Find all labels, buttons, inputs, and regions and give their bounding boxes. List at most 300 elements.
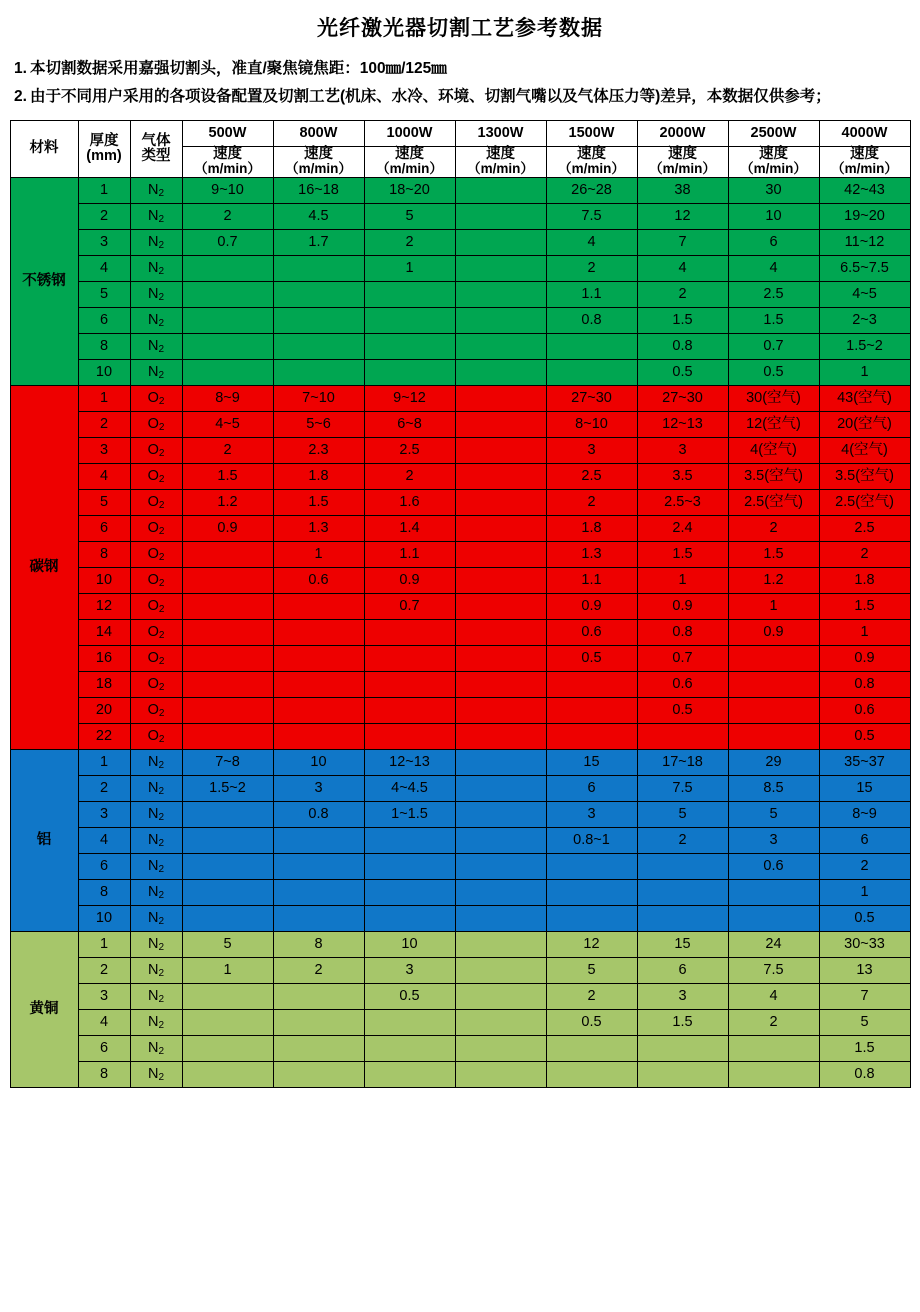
speed-cell: 42~43 <box>819 177 910 203</box>
speed-cell <box>364 671 455 697</box>
speed-cell: 5~6 <box>273 411 364 437</box>
table-row <box>10 333 910 359</box>
header-thickness <box>78 121 130 177</box>
gas-cell: $N_2$ <box>130 983 182 1009</box>
speed-label: 速度 <box>759 146 788 163</box>
speed-unit: （m/min） <box>285 161 352 177</box>
speed-cell: 0.6 <box>273 567 364 593</box>
note-item <box>14 84 908 109</box>
speed-cell: 11~12 <box>819 229 910 255</box>
gas-cell: $N_2$ <box>130 1061 182 1087</box>
speed-cell: 1.8 <box>273 463 364 489</box>
speed-cell: 4 <box>546 229 637 255</box>
table-row <box>10 827 910 853</box>
speed-cell: 0.5 <box>728 359 819 385</box>
speed-cell: 2 <box>364 229 455 255</box>
speed-cell: 7 <box>819 983 910 1009</box>
speed-cell: 12~13 <box>637 411 728 437</box>
speed-cell: 1.3 <box>273 515 364 541</box>
gas-cell: $N_2$ <box>130 749 182 775</box>
speed-cell: 9~10 <box>182 177 273 203</box>
speed-cell <box>455 255 546 281</box>
gas-cell: $N_2$ <box>130 957 182 983</box>
thickness-cell: 1 <box>78 385 130 411</box>
gas-cell: $O_2$ <box>130 515 182 541</box>
gas-cell: $N_2$ <box>130 853 182 879</box>
speed-cell <box>273 1061 364 1087</box>
thickness-cell: 3 <box>78 229 130 255</box>
speed-cell: 1.8 <box>546 515 637 541</box>
speed-cell <box>455 879 546 905</box>
speed-cell: 0.5 <box>819 723 910 749</box>
table-row <box>10 957 910 983</box>
speed-cell: 2.4 <box>637 515 728 541</box>
thickness-cell: 4 <box>78 463 130 489</box>
speed-cell <box>182 359 273 385</box>
table-row <box>10 645 910 671</box>
speed-cell <box>182 905 273 931</box>
speed-cell: 1 <box>728 593 819 619</box>
speed-label: 速度 <box>850 146 879 163</box>
speed-cell: 2 <box>637 281 728 307</box>
speed-cell: 6 <box>637 957 728 983</box>
speed-cell: 0.9 <box>546 593 637 619</box>
header-power-4000w: 4000W <box>819 121 910 147</box>
speed-cell: 0.6 <box>637 671 728 697</box>
speed-cell: 0.5 <box>364 983 455 1009</box>
header-speed-4000w <box>819 147 910 177</box>
speed-cell <box>637 853 728 879</box>
speed-cell <box>364 827 455 853</box>
header-speed-500w <box>182 147 273 177</box>
speed-cell: 27~30 <box>546 385 637 411</box>
speed-cell: 35~37 <box>819 749 910 775</box>
gas-cell: $N_2$ <box>130 359 182 385</box>
table-row <box>10 931 910 957</box>
thickness-cell: 2 <box>78 411 130 437</box>
speed-cell: 1 <box>819 359 910 385</box>
speed-cell: 30~33 <box>819 931 910 957</box>
speed-cell: 0.8 <box>273 801 364 827</box>
speed-cell: 1.5 <box>728 307 819 333</box>
speed-cell <box>182 281 273 307</box>
speed-label: 速度 <box>486 146 515 163</box>
header-power-1300w: 1300W <box>455 121 546 147</box>
table-row <box>10 775 910 801</box>
speed-cell <box>273 1009 364 1035</box>
header-speed-2500w <box>728 147 819 177</box>
speed-cell: 1.1 <box>546 567 637 593</box>
speed-cell <box>455 619 546 645</box>
speed-cell: 8~9 <box>182 385 273 411</box>
thickness-cell: 6 <box>78 515 130 541</box>
speed-label: 速度 <box>577 146 606 163</box>
speed-cell: 0.5 <box>546 645 637 671</box>
speed-cell: 6 <box>546 775 637 801</box>
speed-label: 速度 <box>304 146 333 163</box>
speed-cell <box>182 801 273 827</box>
speed-cell: 3.5(空气) <box>819 463 910 489</box>
speed-cell: 18~20 <box>364 177 455 203</box>
speed-cell <box>273 645 364 671</box>
speed-cell: 0.5 <box>819 905 910 931</box>
material-cell: 黄铜 <box>10 931 78 1087</box>
speed-cell: 0.6 <box>728 853 819 879</box>
speed-cell: 2 <box>182 437 273 463</box>
speed-cell: 10 <box>364 931 455 957</box>
speed-cell <box>637 905 728 931</box>
speed-cell <box>546 333 637 359</box>
gas-cell: $N_2$ <box>130 827 182 853</box>
speed-cell <box>455 359 546 385</box>
speed-cell: 1~1.5 <box>364 801 455 827</box>
table-row <box>10 203 910 229</box>
gas-cell: $N_2$ <box>130 203 182 229</box>
speed-cell: 2 <box>546 255 637 281</box>
speed-cell <box>455 957 546 983</box>
thickness-cell: 1 <box>78 749 130 775</box>
header-speed-2000w <box>637 147 728 177</box>
speed-cell <box>182 541 273 567</box>
speed-cell <box>364 853 455 879</box>
notes-section <box>0 56 920 109</box>
gas-cell: $N_2$ <box>130 229 182 255</box>
thickness-cell: 4 <box>78 255 130 281</box>
thickness-cell: 8 <box>78 1061 130 1087</box>
speed-unit: （m/min） <box>740 161 807 177</box>
speed-cell <box>182 723 273 749</box>
speed-cell <box>182 333 273 359</box>
thickness-cell: 1 <box>78 177 130 203</box>
speed-cell: 1.4 <box>364 515 455 541</box>
header-row-power <box>10 121 910 147</box>
speed-cell <box>273 359 364 385</box>
speed-cell: 12 <box>637 203 728 229</box>
thickness-cell: 8 <box>78 333 130 359</box>
speed-cell: 19~20 <box>819 203 910 229</box>
speed-cell <box>546 671 637 697</box>
speed-cell: 1 <box>819 619 910 645</box>
thickness-cell: 5 <box>78 281 130 307</box>
document-page <box>0 12 920 1312</box>
gas-cell: $O_2$ <box>130 541 182 567</box>
thickness-cell: 20 <box>78 697 130 723</box>
speed-cell <box>182 827 273 853</box>
speed-cell: 0.9 <box>364 567 455 593</box>
speed-cell: 7~8 <box>182 749 273 775</box>
table-row <box>10 619 910 645</box>
table-row <box>10 697 910 723</box>
speed-cell: 3 <box>364 957 455 983</box>
speed-unit: （m/min） <box>649 161 716 177</box>
thickness-cell: 12 <box>78 593 130 619</box>
header-gas <box>130 121 182 177</box>
speed-cell: 5 <box>728 801 819 827</box>
gas-cell: $O_2$ <box>130 463 182 489</box>
speed-cell: 3 <box>637 437 728 463</box>
speed-cell: 2 <box>364 463 455 489</box>
speed-cell <box>455 905 546 931</box>
speed-cell <box>273 281 364 307</box>
speed-cell: 1.1 <box>364 541 455 567</box>
speed-cell: 7 <box>637 229 728 255</box>
table-row <box>10 437 910 463</box>
speed-cell <box>455 515 546 541</box>
speed-cell <box>728 671 819 697</box>
speed-cell <box>182 1061 273 1087</box>
gas-cell: $N_2$ <box>130 255 182 281</box>
gas-cell: $O_2$ <box>130 489 182 515</box>
speed-cell <box>182 567 273 593</box>
speed-cell <box>455 1009 546 1035</box>
speed-cell <box>455 411 546 437</box>
speed-cell: 2.5 <box>728 281 819 307</box>
speed-cell <box>182 853 273 879</box>
speed-cell <box>364 645 455 671</box>
material-cell: 铝 <box>10 749 78 931</box>
speed-cell: 2 <box>728 1009 819 1035</box>
speed-cell: 0.8 <box>819 1061 910 1087</box>
speed-label: 速度 <box>668 146 697 163</box>
speed-cell: 0.8 <box>637 333 728 359</box>
table-row <box>10 1035 910 1061</box>
speed-cell <box>546 359 637 385</box>
speed-unit: （m/min） <box>467 161 534 177</box>
speed-cell: 0.5 <box>546 1009 637 1035</box>
table-row <box>10 567 910 593</box>
note-number: 2. <box>14 88 27 106</box>
speed-cell: 1.5 <box>819 1035 910 1061</box>
speed-cell: 10 <box>273 749 364 775</box>
header-material: 材料 <box>10 121 78 177</box>
gas-cell: $O_2$ <box>130 567 182 593</box>
speed-cell: 1.5~2 <box>819 333 910 359</box>
thickness-cell: 2 <box>78 775 130 801</box>
gas-cell: $N_2$ <box>130 177 182 203</box>
speed-cell <box>546 853 637 879</box>
note-item <box>14 56 908 81</box>
speed-label: 速度 <box>395 146 424 163</box>
speed-cell: 8 <box>273 931 364 957</box>
speed-cell: 1.7 <box>273 229 364 255</box>
speed-cell <box>182 307 273 333</box>
speed-cell <box>455 853 546 879</box>
thickness-cell: 14 <box>78 619 130 645</box>
speed-cell <box>455 931 546 957</box>
header-power-2000w: 2000W <box>637 121 728 147</box>
thickness-cell: 2 <box>78 957 130 983</box>
speed-cell <box>364 333 455 359</box>
speed-cell <box>364 281 455 307</box>
speed-cell: 2 <box>546 983 637 1009</box>
speed-cell: 26~28 <box>546 177 637 203</box>
speed-cell: 0.8 <box>637 619 728 645</box>
speed-cell: 0.7 <box>364 593 455 619</box>
speed-cell <box>364 1009 455 1035</box>
speed-cell: 0.7 <box>182 229 273 255</box>
speed-cell: 12 <box>546 931 637 957</box>
table-row <box>10 853 910 879</box>
speed-cell: 4 <box>728 983 819 1009</box>
header-power-1500w: 1500W <box>546 121 637 147</box>
speed-cell: 1.5 <box>637 307 728 333</box>
speed-cell: 6.5~7.5 <box>819 255 910 281</box>
speed-cell: 12(空气) <box>728 411 819 437</box>
speed-unit: （m/min） <box>194 161 261 177</box>
table-row <box>10 489 910 515</box>
speed-cell: 8~9 <box>819 801 910 827</box>
speed-cell: 2.5 <box>546 463 637 489</box>
header-thickness-line1: 厚度 <box>89 132 119 149</box>
speed-cell: 4(空气) <box>728 437 819 463</box>
table-row <box>10 749 910 775</box>
speed-cell <box>455 749 546 775</box>
speed-cell <box>455 307 546 333</box>
speed-cell <box>546 697 637 723</box>
speed-cell <box>273 827 364 853</box>
thickness-cell: 6 <box>78 307 130 333</box>
gas-cell: $N_2$ <box>130 905 182 931</box>
table-row <box>10 463 910 489</box>
speed-cell <box>364 307 455 333</box>
material-cell: 碳钢 <box>10 385 78 749</box>
speed-cell: 15 <box>819 775 910 801</box>
speed-cell: 0.8 <box>819 671 910 697</box>
table-row <box>10 307 910 333</box>
table-row <box>10 1009 910 1035</box>
gas-cell: $O_2$ <box>130 671 182 697</box>
speed-cell: 2.5 <box>364 437 455 463</box>
speed-cell: 4 <box>637 255 728 281</box>
speed-cell <box>637 1061 728 1087</box>
speed-cell: 5 <box>182 931 273 957</box>
table-row <box>10 593 910 619</box>
speed-cell <box>455 593 546 619</box>
table-row <box>10 1061 910 1087</box>
speed-cell: 2.5(空气) <box>819 489 910 515</box>
table-row <box>10 723 910 749</box>
speed-cell: 0.8~1 <box>546 827 637 853</box>
speed-unit: （m/min） <box>376 161 443 177</box>
speed-cell <box>728 645 819 671</box>
speed-cell: 2.5 <box>819 515 910 541</box>
header-gas-line2: 类型 <box>141 147 171 164</box>
speed-cell: 17~18 <box>637 749 728 775</box>
speed-cell <box>273 619 364 645</box>
speed-cell <box>455 983 546 1009</box>
speed-cell <box>182 619 273 645</box>
speed-cell <box>273 307 364 333</box>
speed-cell: 0.6 <box>819 697 910 723</box>
speed-cell: 1.5 <box>819 593 910 619</box>
speed-cell <box>728 723 819 749</box>
speed-cell: 1.3 <box>546 541 637 567</box>
speed-cell: 6 <box>819 827 910 853</box>
speed-cell <box>455 229 546 255</box>
speed-cell: 13 <box>819 957 910 983</box>
speed-cell: 20(空气) <box>819 411 910 437</box>
speed-cell: 1.8 <box>819 567 910 593</box>
speed-cell <box>455 697 546 723</box>
speed-cell: 0.5 <box>637 359 728 385</box>
speed-cell: 2 <box>819 541 910 567</box>
page-title: 光纤激光器切割工艺参考数据 <box>317 17 603 40</box>
speed-cell: 43(空气) <box>819 385 910 411</box>
header-speed-800w <box>273 147 364 177</box>
speed-cell: 15 <box>637 931 728 957</box>
speed-cell <box>455 203 546 229</box>
table-row <box>10 177 910 203</box>
speed-cell: 6~8 <box>364 411 455 437</box>
speed-cell: 0.9 <box>728 619 819 645</box>
speed-cell <box>546 879 637 905</box>
speed-cell <box>455 489 546 515</box>
thickness-cell: 8 <box>78 879 130 905</box>
speed-cell: 2 <box>273 957 364 983</box>
speed-cell <box>455 281 546 307</box>
speed-cell: 2~3 <box>819 307 910 333</box>
speed-cell: 1.5 <box>728 541 819 567</box>
thickness-cell: 3 <box>78 801 130 827</box>
speed-cell <box>728 905 819 931</box>
speed-cell: 4~5 <box>182 411 273 437</box>
speed-cell: 3 <box>273 775 364 801</box>
speed-cell: 4.5 <box>273 203 364 229</box>
speed-cell <box>728 1061 819 1087</box>
gas-cell: $O_2$ <box>130 385 182 411</box>
speed-cell <box>546 723 637 749</box>
thickness-cell: 10 <box>78 905 130 931</box>
speed-cell: 5 <box>364 203 455 229</box>
table-row <box>10 281 910 307</box>
speed-cell: 3 <box>546 801 637 827</box>
table-body <box>10 177 910 1087</box>
speed-cell <box>182 645 273 671</box>
table-row <box>10 541 910 567</box>
header-power-800w: 800W <box>273 121 364 147</box>
speed-cell: 2.3 <box>273 437 364 463</box>
table-header <box>10 121 910 177</box>
header-speed-1300w <box>455 147 546 177</box>
speed-unit: （m/min） <box>831 161 898 177</box>
speed-cell: 3 <box>728 827 819 853</box>
speed-cell: 1 <box>637 567 728 593</box>
gas-cell: $O_2$ <box>130 645 182 671</box>
speed-cell: 2.5(空气) <box>728 489 819 515</box>
speed-cell <box>182 697 273 723</box>
gas-cell: $O_2$ <box>130 723 182 749</box>
gas-cell: $O_2$ <box>130 437 182 463</box>
speed-cell <box>455 645 546 671</box>
speed-cell: 7.5 <box>728 957 819 983</box>
speed-cell: 29 <box>728 749 819 775</box>
speed-cell <box>273 723 364 749</box>
speed-cell: 10 <box>728 203 819 229</box>
speed-cell: 3 <box>637 983 728 1009</box>
table-row <box>10 983 910 1009</box>
speed-cell: 1.5 <box>182 463 273 489</box>
thickness-cell: 6 <box>78 1035 130 1061</box>
table-row <box>10 905 910 931</box>
speed-cell <box>455 437 546 463</box>
header-speed-1500w <box>546 147 637 177</box>
speed-cell <box>637 879 728 905</box>
speed-cell: 0.9 <box>182 515 273 541</box>
speed-cell <box>364 359 455 385</box>
thickness-cell: 22 <box>78 723 130 749</box>
speed-cell: 4~4.5 <box>364 775 455 801</box>
thickness-cell: 8 <box>78 541 130 567</box>
